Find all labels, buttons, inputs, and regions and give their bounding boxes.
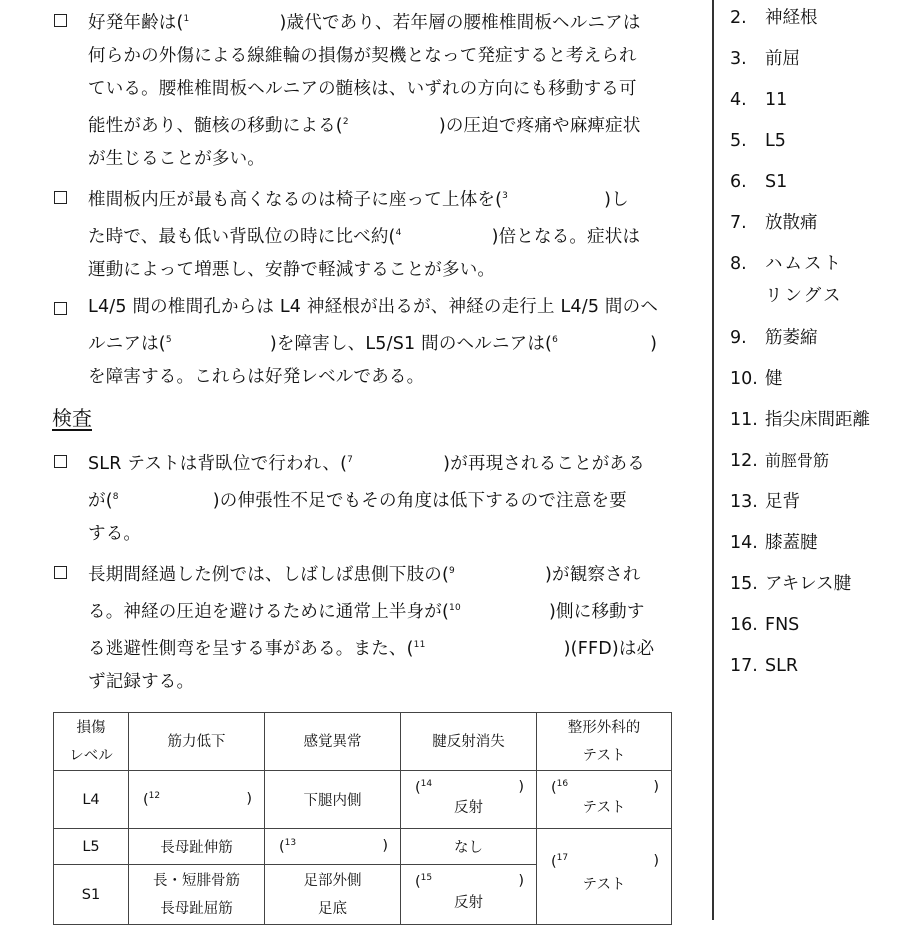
question-line: 長期間経過した例では、しばしば患側下肢の($^9$ )が観察され <box>88 555 700 592</box>
test-blank-cell: ($^{17}$ ) テスト <box>537 829 672 925</box>
answer-item: 13. 足背 <box>730 492 800 512</box>
worksheet-body <box>50 0 700 699</box>
answer-item: 6. S1 <box>730 172 788 192</box>
muscle-cell: 長・短腓骨筋 長母趾屈筋 <box>129 865 265 925</box>
question-line: ず記録する。 <box>88 672 195 692</box>
table-row-l4 <box>54 771 672 829</box>
answer-item: 4. 11 <box>730 90 788 110</box>
question-list-exam <box>50 444 700 699</box>
question-line: 椎間板内圧が最も高くなるのは椅子に座って上体を($^3$ )し <box>88 180 700 217</box>
question-item <box>50 444 700 551</box>
fill-in-blank[interactable]: 9 <box>449 566 455 576</box>
question-line: る逃避性側弯を呈する事がある。また、($^{11}$ )(FFD)は必 <box>88 629 700 666</box>
answer-item: 16. FNS <box>730 615 800 635</box>
question-line: SLR テストは背臥位で行われ、($^7$ )が再現されることがある <box>88 444 700 481</box>
fill-in-blank[interactable]: 11 <box>413 640 426 650</box>
question-line: た時で、最も低い背臥位の時に比べ約($^4$ )倍となる。症状は <box>88 217 700 254</box>
answer-item: 2. 神経根 <box>730 8 818 28</box>
column-divider <box>712 0 714 920</box>
question-line: が生じることが多い。 <box>88 149 265 169</box>
checkbox-icon[interactable] <box>54 191 67 204</box>
answer-item: 12. 前脛骨筋 <box>730 451 830 471</box>
question-item <box>50 291 700 394</box>
fill-in-blank[interactable]: 5 <box>165 335 172 345</box>
question-line: ルニアは($^5$ )を障害し、L5/S1 間のヘルニアは($^6$ ) <box>88 324 700 361</box>
question-line: 好発年齢は($^1$ )歳代であり、若年層の腰椎椎間板ヘルニアは <box>88 3 700 40</box>
muscle-blank-cell: ($^{12}$ ) <box>129 771 265 829</box>
question-item <box>50 180 700 287</box>
answer-item: 14. 膝蓋腱 <box>730 533 818 553</box>
level-cell: S1 <box>54 865 129 925</box>
sensory-blank-cell: ($^{13}$ ) <box>265 829 401 865</box>
fill-in-blank[interactable]: 4 <box>395 228 402 238</box>
level-cell: L5 <box>54 829 129 865</box>
answer-list <box>730 0 910 689</box>
question-item <box>50 555 700 699</box>
question-line: が($^8$ )の伸張性不足でもその角度は低下するので注意を要 <box>88 481 700 518</box>
checkbox-icon[interactable] <box>54 14 67 27</box>
question-line: る。神経の圧迫を避けるために通常上半身が($^{10}$ )側に移動す <box>88 592 700 629</box>
reflex-cell: なし <box>401 829 537 865</box>
fill-in-blank[interactable]: 1 <box>183 14 190 24</box>
checkbox-icon[interactable] <box>54 566 67 579</box>
fill-in-blank[interactable]: 10 <box>449 603 461 613</box>
question-line: 何らかの外傷による線維輪の損傷が契機となって発症すると考えられ <box>88 46 637 66</box>
question-item <box>50 3 700 176</box>
answer-item: 17. SLR <box>730 656 799 676</box>
question-line: ている。腰椎椎間板ヘルニアの髄核は、いずれの方向にも移動する可 <box>88 79 637 99</box>
fill-in-blank[interactable]: 2 <box>342 117 349 127</box>
section-title: 検査 <box>52 406 92 430</box>
answer-item: 3. 前屈 <box>730 49 800 69</box>
answer-item: 7. 放散痛 <box>730 213 818 233</box>
fill-in-blank[interactable]: 7 <box>347 455 354 465</box>
header-test: 整形外科的 テスト <box>537 713 672 771</box>
sensory-cell: 足部外側 足底 <box>265 865 401 925</box>
header-sensory: 感覚異常 <box>265 713 401 771</box>
answer-item: 8. ハムストリングス <box>730 254 843 306</box>
checkbox-icon[interactable] <box>54 302 67 315</box>
question-line: L4/5 間の椎間孔からは L4 神経根が出るが、神経の走行上 L4/5 間のヘ <box>88 297 659 317</box>
fill-in-blank[interactable]: 6 <box>552 335 559 345</box>
question-line: 運動によって増悪し、安静で軽減することが多い。 <box>88 260 496 280</box>
question-line: する。 <box>88 524 142 544</box>
header-level: 損傷 レベル <box>54 713 129 771</box>
answer-item: 10. 健 <box>730 369 783 389</box>
fill-in-blank[interactable]: 8 <box>112 492 119 502</box>
muscle-cell: 長母趾伸筋 <box>129 829 265 865</box>
checkbox-icon[interactable] <box>54 455 67 468</box>
header-reflex: 腱反射消失 <box>401 713 537 771</box>
answer-item: 15. アキレス腱 <box>730 574 852 594</box>
test-blank-cell: ($^{16}$ ) テスト <box>537 771 672 829</box>
header-muscle: 筋力低下 <box>129 713 265 771</box>
sensory-cell: 下腿内側 <box>265 771 401 829</box>
reflex-blank-cell: ($^{15}$ ) 反射 <box>401 865 537 925</box>
level-cell: L4 <box>54 771 129 829</box>
answer-item: 5. L5 <box>730 131 786 151</box>
fill-in-blank[interactable]: 3 <box>502 191 509 201</box>
question-list <box>50 0 700 394</box>
answer-item: 11. 指尖床間距離 <box>730 410 870 430</box>
nerve-root-table <box>53 712 672 925</box>
question-line: 能性があり、髄核の移動による($^2$ )の圧迫で疼痛や麻痺症状 <box>88 106 700 143</box>
reflex-blank-cell: ($^{14}$ ) 反射 <box>401 771 537 829</box>
table-row-l5 <box>54 829 672 865</box>
question-line: を障害する。これらは好発レベルである。 <box>88 367 425 387</box>
answer-item: 9. 筋萎縮 <box>730 328 818 348</box>
